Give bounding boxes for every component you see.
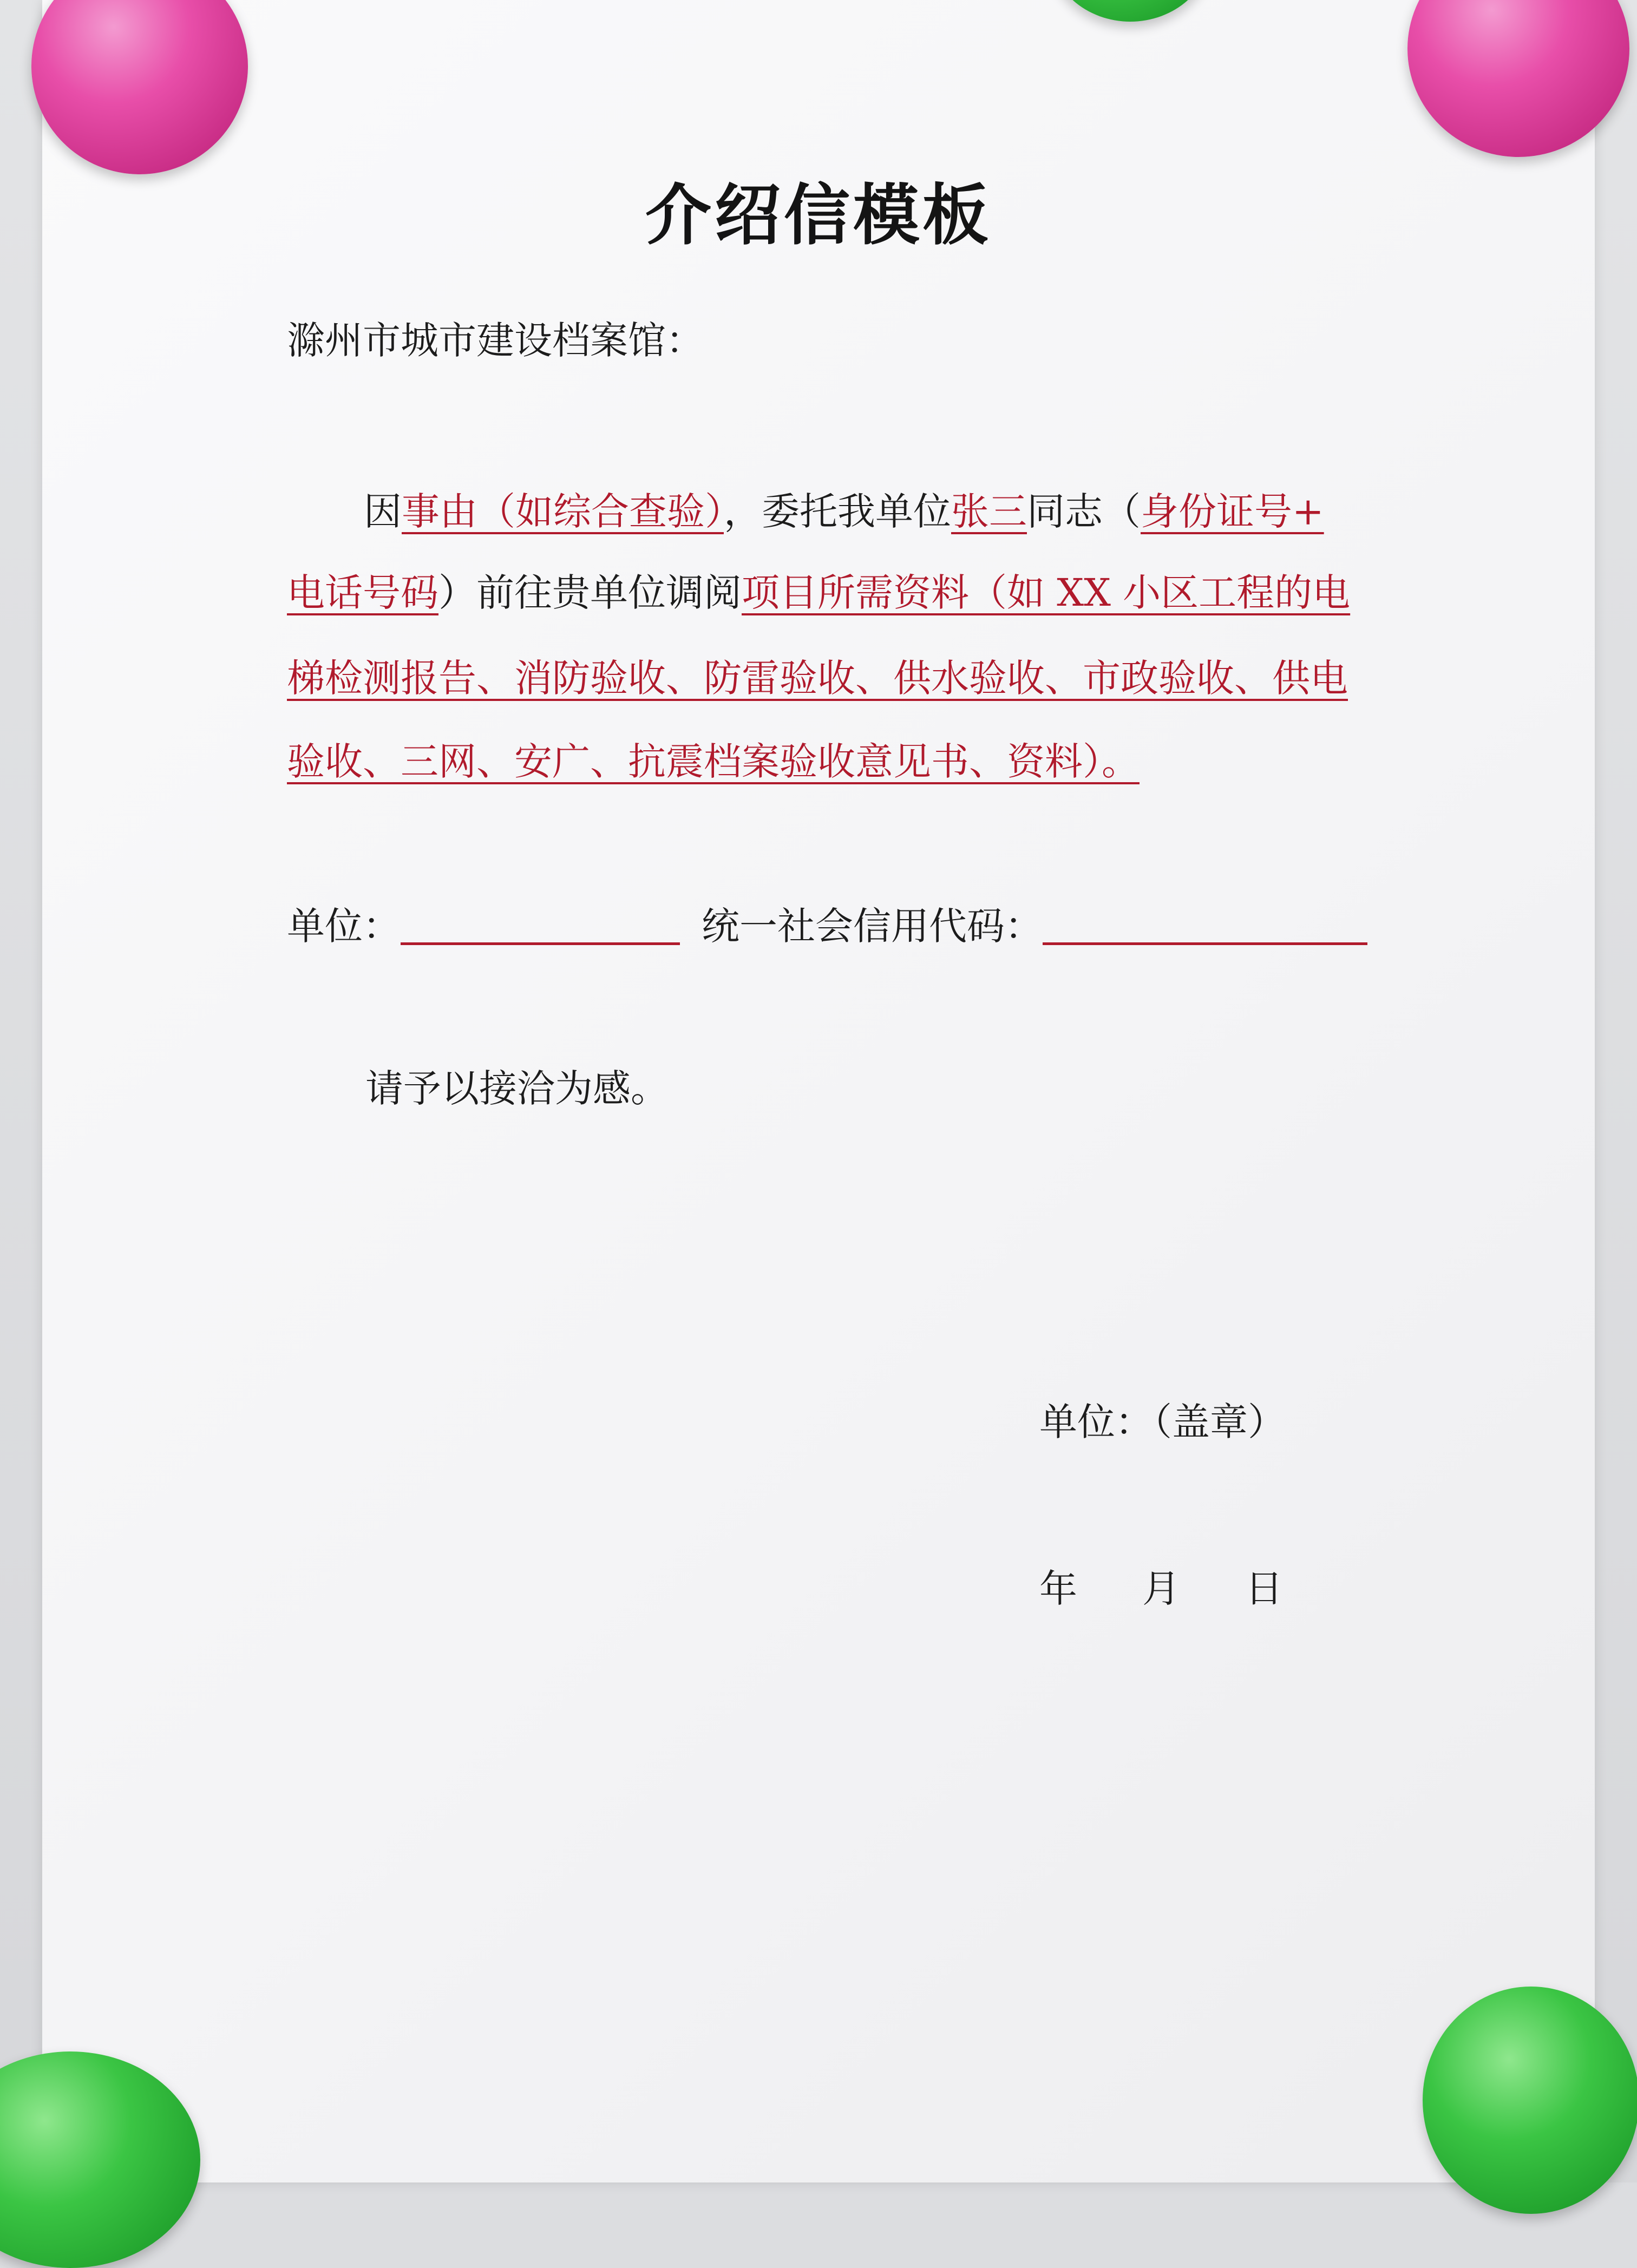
id-info-field-cont: 电话号码 <box>287 571 438 615</box>
fields-line <box>287 904 1367 948</box>
materials-field-cont-1: 梯检测报告、消防验收、防雷验收、供水验收、市政验收、供电 <box>287 656 1348 700</box>
month-label: 月 <box>1142 1566 1180 1611</box>
body-line-2 <box>287 571 1351 615</box>
green-magnet-bottom-right <box>1423 1987 1637 2214</box>
body-mid-3: ）前往贵单位调阅 <box>438 571 742 615</box>
day-label: 日 <box>1245 1566 1283 1611</box>
letter-sheet <box>42 0 1595 2182</box>
body-mid-2: 同志（ <box>1027 489 1141 534</box>
page-title: 介绍信模板 <box>645 176 992 254</box>
unit-seal-label: 单位：（盖章） <box>1039 1400 1286 1444</box>
body-line-1 <box>364 489 1324 534</box>
body-line-3 <box>287 656 1348 700</box>
seal-line <box>1039 1400 1286 1444</box>
materials-field-cont-2: 验收、三网、安广、抗震档案验收意见书、资料）。 <box>287 739 1140 784</box>
id-info-field: 身份证号+ <box>1141 489 1324 534</box>
body-mid-1: ，委托我单位 <box>724 489 951 534</box>
credit-code-input-blank <box>1043 911 1367 945</box>
year-label: 年 <box>1039 1566 1077 1611</box>
credit-code-label: 统一社会信用代码： <box>702 904 1043 948</box>
recipient-line <box>287 318 704 363</box>
closing-line <box>365 1066 669 1111</box>
person-name-field: 张三 <box>951 489 1027 534</box>
date-line <box>1039 1566 1283 1611</box>
materials-field: 项目所需资料（如 XX 小区工程的电 <box>742 571 1351 615</box>
unit-input-blank <box>401 911 680 945</box>
body-line-4 <box>287 739 1140 784</box>
unit-label: 单位： <box>287 904 401 948</box>
closing-text: 请予以接洽为感。 <box>365 1066 669 1111</box>
recipient: 滁州市城市建设档案馆： <box>287 318 704 363</box>
body-prefix: 因 <box>364 489 402 534</box>
reason-field: 事由（如综合查验） <box>402 489 724 534</box>
